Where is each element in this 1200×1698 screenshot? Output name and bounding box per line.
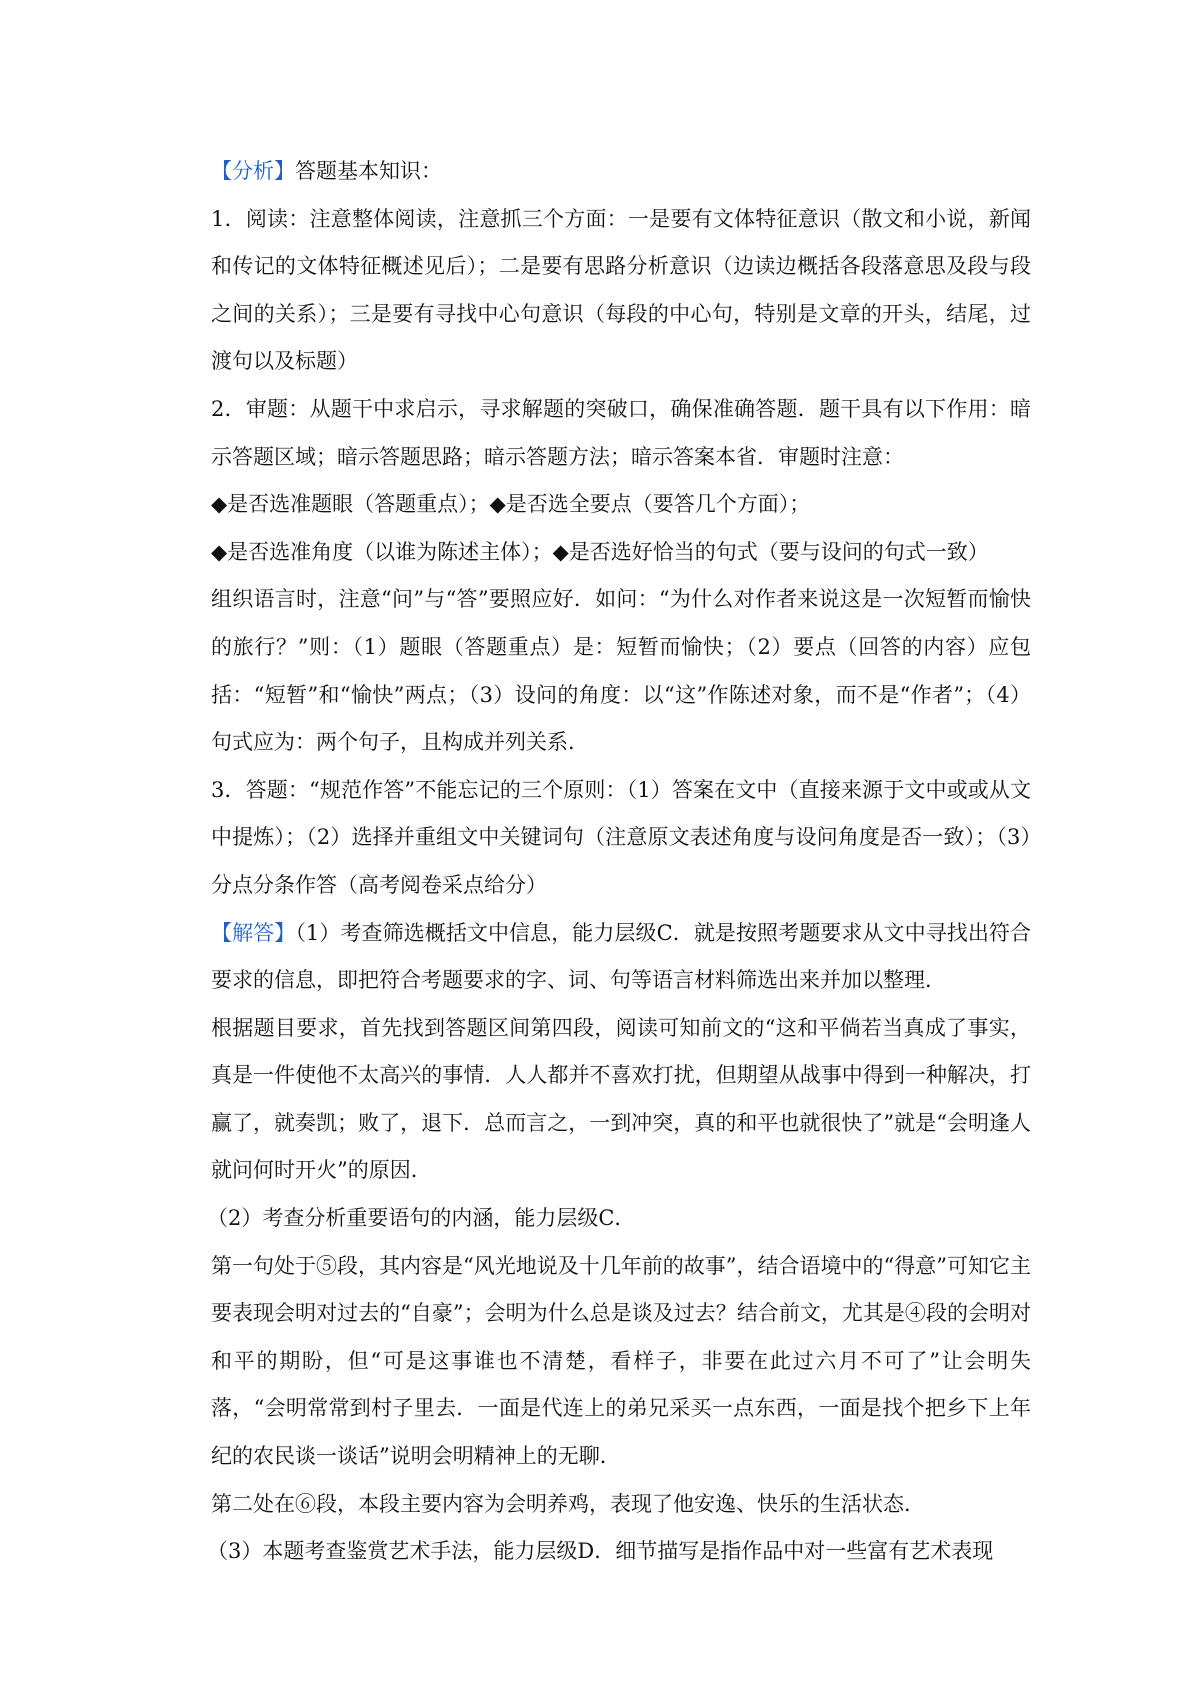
analysis-paragraph	[211, 148, 1031, 196]
answer-detail-paragraph-2: （2）考查分析重要语句的内涵，能力层级C．	[207, 1206, 636, 1231]
answer-paragraph	[211, 910, 1031, 1005]
answer-detail-paragraph-1: 根据题目要求，首先找到答题区间第四段，阅读可知前文的“这和平倘若当真成了事实，真是一件使他不太高兴的事情．人人都并不喜欢打扰，但期望从战事中得到一种解决，打赢了，就奏凯；败了，退下．总而言之，一到冲突，真的和平也就很快了”就是“会明逢人就问何时开火”的原因．	[211, 1015, 1031, 1183]
analysis-text: 答题基本知识：	[295, 159, 442, 183]
answer-tag: 【解答】	[211, 920, 296, 945]
answer-text: （1）考查筛选概括文中信息，能力层级C．就是按照考题要求从文中寻找出符合要求的信息，即把符合考题要求的字、词、句等语言材料筛选出来并加以整理．	[211, 920, 1032, 993]
reading-paragraph: 1．阅读：注意整体阅读，注意抓三个方面：一是要有文体特征意识（散文和小说，新闻和传记的文体特征概述见后）；二是要有思路分析意识（边读边概括各段落意思及段与段之间的关系）；三是要有寻找中心句意识（每段的中心句，特别是文章的开头，结尾，过渡句以及标题）	[211, 206, 1031, 374]
answer-detail-paragraph-5: （3）本题考查鉴赏艺术手法，能力层级D．细节描写是指作品中对一些富有艺术表现	[207, 1539, 994, 1564]
answer-detail-paragraph-4: 第二处在⑥段，本段主要内容为会明养鸡，表现了他安逸、快乐的生活状态．	[211, 1491, 925, 1516]
analysis-tag: 【分析】	[211, 159, 295, 183]
question-review-paragraph: 2．审题：从题干中求启示，寻求解题的突破口，确保准确答题．题干具有以下作用：暗示答题区域；暗示答题思路；暗示答题方法；暗示答案本省．审题时注意：	[211, 396, 1031, 469]
document-body	[207, 148, 1032, 1576]
bullet-line-2: ◆是否选准角度（以谁为陈述主体）；◆是否选好恰当的句式（要与设问的句式一致）	[211, 539, 989, 564]
language-organization-paragraph: 组织语言时，注意“问”与“答”要照应好．如问：“为什么对作者来说这是一次短暂而愉快的旅行？”则：（1）题眼（答题重点）是：短暂而愉快；（2）要点（回答的内容）应包括：“短暂”和“愉快”两点；（3）设问的角度：以“这”作陈述对象，而不是“作者”；（4）句式应为：两个句子，且构成并列关系．	[211, 587, 1031, 755]
bullet-line-1: ◆是否选准题眼（答题重点）；◆是否选全要点（要答几个方面）；	[211, 492, 811, 517]
answer-detail-paragraph-3: 第一句处于⑤段，其内容是“风光地说及十几年前的故事”，结合语境中的“得意”可知它主要表现会明对过去的“自豪”；会明为什么总是谈及过去？结合前文，尤其是④段的会明对和平的期盼，但“可是这事谁也不清楚，看样子，非要在此过六月不可了”让会明失落，“会明常常到村子里去．一面是代连上的弟兄采买一点东西，一面是找个把乡下上年纪的农民谈一谈话”说明会明精神上的无聊．	[211, 1253, 1031, 1469]
answering-principles-paragraph: 3．答题：“规范作答”不能忘记的三个原则：（1）答案在文中（直接来源于文中或或从文中提炼）；（2）选择并重组文中关键词句（注意原文表述角度与设问角度是否一致）；（3）分点分条作答（高考阅卷采点给分）	[211, 777, 1031, 897]
